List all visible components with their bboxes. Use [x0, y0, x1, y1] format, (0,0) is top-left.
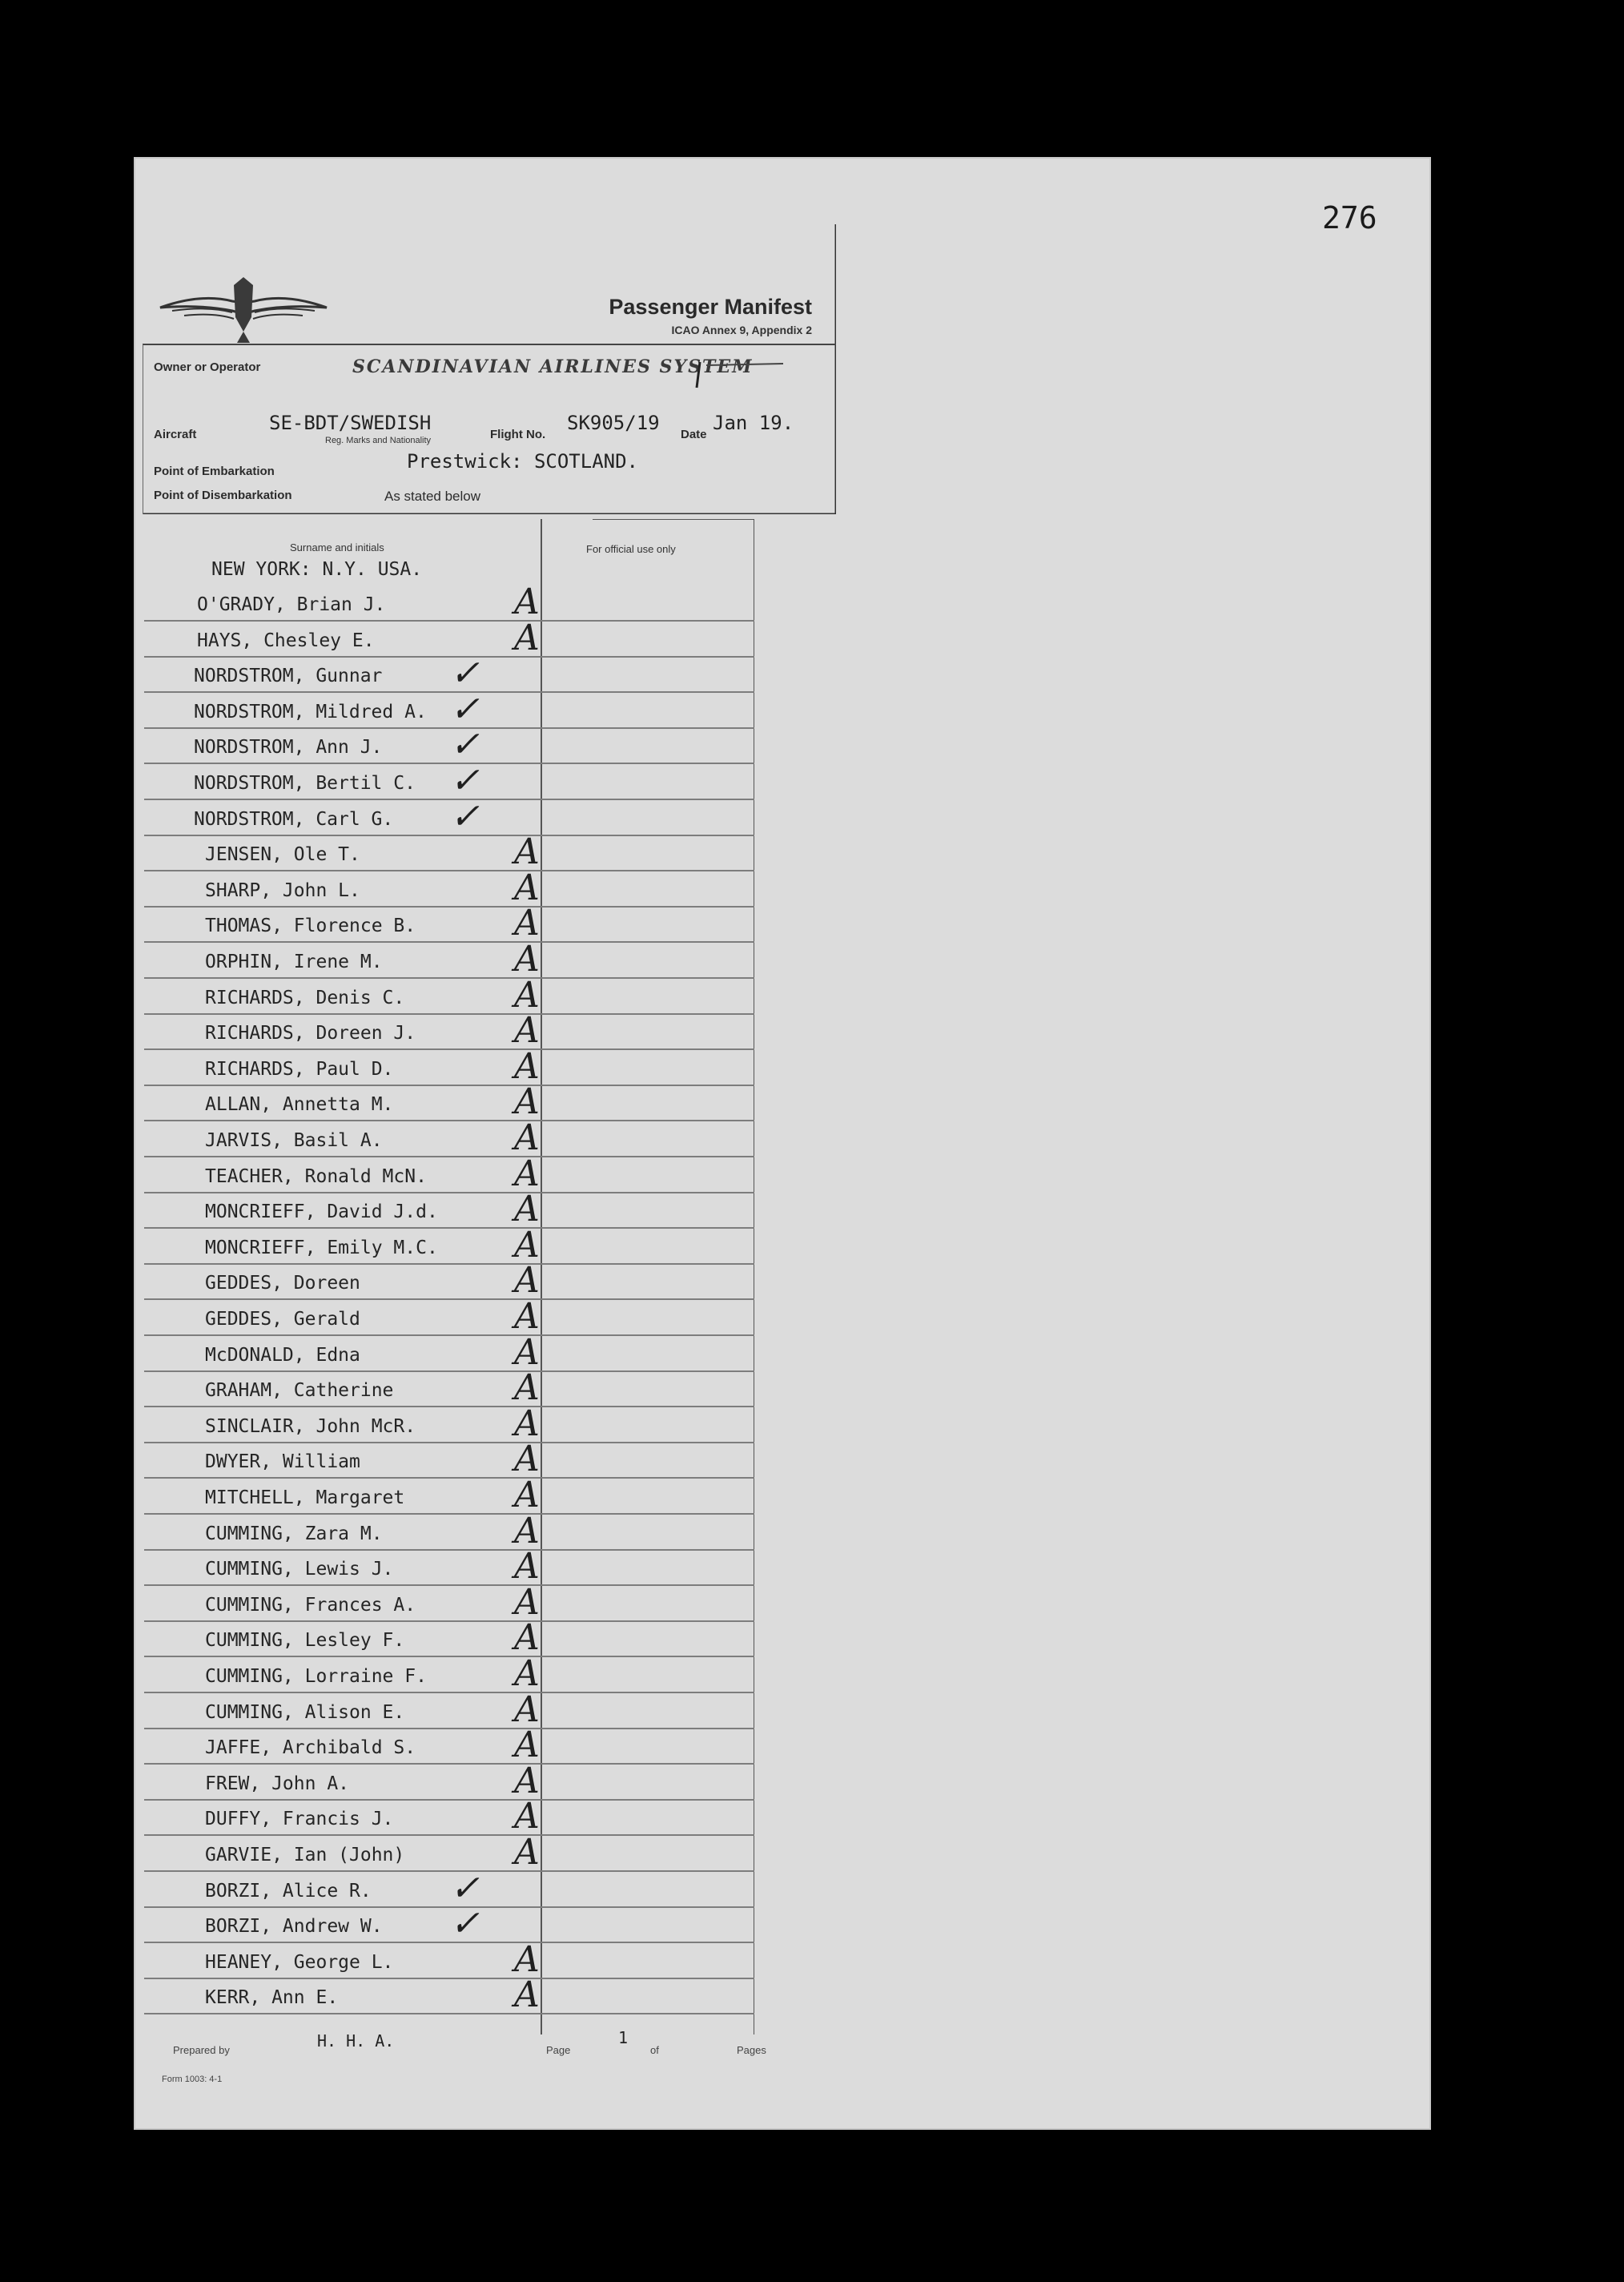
- official-use-column-header: For official use only: [586, 543, 676, 555]
- row-rule: [144, 1013, 754, 1015]
- flight-value: SK905/19: [567, 412, 660, 434]
- official-use-mark: ✓: [450, 688, 480, 730]
- row-rule: [144, 1513, 754, 1515]
- table-row: [144, 1688, 754, 1730]
- table-row: [144, 1296, 754, 1337]
- official-use-mark: A: [514, 1153, 540, 1194]
- passenger-name: GARVIE, Ian (John): [205, 1845, 405, 1865]
- passenger-name: NORDSTROM, Bertil C.: [194, 773, 416, 794]
- table-row: [144, 760, 754, 801]
- embarkation-value: Prestwick: SCOTLAND.: [407, 450, 638, 473]
- table-row: [144, 1867, 754, 1909]
- table-row: [144, 1725, 754, 1766]
- row-rule: [144, 1227, 754, 1229]
- official-use-mark: A: [514, 617, 540, 658]
- official-use-mark: A: [514, 1796, 540, 1837]
- row-rule: [144, 1942, 754, 1943]
- row-rule: [144, 1906, 754, 1908]
- row-rule: [144, 1763, 754, 1765]
- row-rule: [144, 1085, 754, 1086]
- row-rule: [144, 1048, 754, 1050]
- handwritten-mark-icon: [695, 359, 791, 391]
- passenger-name: BORZI, Alice R.: [205, 1880, 372, 1902]
- row-rule: [144, 1442, 754, 1443]
- official-use-mark: A: [514, 582, 540, 622]
- table-row: [144, 1081, 754, 1123]
- table-row: [144, 1974, 754, 2016]
- table-row: [144, 1832, 754, 1873]
- destination-heading: NEW YORK: N.Y. USA.: [211, 559, 423, 580]
- table-row: [144, 653, 754, 694]
- official-use-mark: A: [514, 903, 540, 944]
- passenger-name: GEDDES, Gerald: [205, 1309, 360, 1330]
- official-use-mark: A: [514, 1725, 540, 1766]
- table-row: [144, 1367, 754, 1409]
- table-row: [144, 1331, 754, 1373]
- page-label: Page: [546, 2044, 571, 2056]
- passenger-name: O'GRADY, Brian J.: [197, 594, 386, 615]
- row-rule: [144, 1192, 754, 1193]
- aircraft-label: Aircraft: [154, 428, 197, 441]
- airline-logo-icon: [152, 269, 335, 349]
- row-rule: [144, 1406, 754, 1407]
- table-row: [144, 1439, 754, 1480]
- row-rule: [144, 620, 754, 622]
- manifest-title: Passenger Manifest: [609, 295, 812, 319]
- official-use-mark: A: [514, 1760, 540, 1801]
- row-rule: [144, 1620, 754, 1622]
- table-row: [144, 688, 754, 730]
- official-use-mark: ✓: [450, 760, 480, 801]
- manifest-subtitle: ICAO Annex 9, Appendix 2: [671, 324, 812, 336]
- official-use-mark: A: [514, 1653, 540, 1694]
- passenger-name: NORDSTROM, Ann J.: [194, 737, 383, 759]
- table-row: [144, 1903, 754, 1945]
- passenger-name: BORZI, Andrew W.: [205, 1916, 383, 1938]
- table-row: [144, 939, 754, 980]
- row-rule: [144, 1120, 754, 1121]
- row-rule: [144, 835, 754, 836]
- owner-label: Owner or Operator: [154, 360, 261, 374]
- official-use-mark: A: [514, 1367, 540, 1409]
- table-row: [144, 1189, 754, 1230]
- passenger-table: [144, 519, 754, 2034]
- official-use-mark: ✓: [450, 1867, 480, 1909]
- row-rule: [144, 763, 754, 764]
- table-row: [144, 1653, 754, 1694]
- passenger-name: RICHARDS, Denis C.: [205, 987, 405, 1008]
- official-use-mark: A: [514, 1832, 540, 1873]
- passenger-name: NORDSTROM, Mildred A.: [194, 701, 427, 722]
- passenger-name: DWYER, William: [205, 1451, 360, 1473]
- official-use-mark: A: [514, 1260, 540, 1302]
- form-code: Form 1003: 4-1: [162, 2075, 223, 2084]
- official-use-mark: ✓: [450, 724, 480, 766]
- official-use-mark: A: [514, 1475, 540, 1515]
- prepared-by-label: Prepared by: [173, 2044, 230, 2056]
- official-use-mark: A: [514, 1617, 540, 1659]
- row-rule: [144, 1728, 754, 1729]
- row-rule: [144, 870, 754, 871]
- official-use-mark: A: [514, 1081, 540, 1123]
- table-row: [144, 1546, 754, 1588]
- table-row: [144, 1581, 754, 1623]
- of-label: of: [650, 2044, 659, 2056]
- passenger-name: MONCRIEFF, David J.d.: [205, 1201, 438, 1223]
- passenger-name: DUFFY, Francis J.: [205, 1809, 394, 1830]
- row-rule: [144, 1477, 754, 1479]
- passenger-name: McDONALD, Edna: [205, 1344, 360, 1366]
- passenger-name: CUMMING, Lewis J.: [205, 1559, 394, 1580]
- official-use-mark: A: [514, 1296, 540, 1337]
- passenger-name: HEANEY, George L.: [205, 1951, 394, 1973]
- row-rule: [144, 1298, 754, 1300]
- row-rule: [144, 1799, 754, 1801]
- passenger-name: HAYS, Chesley E.: [197, 630, 375, 651]
- surname-column-header: Surname and initials: [290, 541, 384, 553]
- passenger-name: KERR, Ann E.: [205, 1987, 339, 2009]
- official-use-mark: ✓: [450, 1903, 480, 1945]
- row-rule: [144, 1584, 754, 1586]
- official-use-mark: A: [514, 1510, 540, 1552]
- disembarkation-value: As stated below: [384, 489, 481, 504]
- official-use-mark: ✓: [450, 795, 480, 837]
- passenger-name: SINCLAIR, John McR.: [205, 1415, 416, 1437]
- table-row: [144, 617, 754, 658]
- table-row: [144, 1938, 754, 1980]
- official-use-mark: A: [514, 831, 540, 873]
- official-use-mark: A: [514, 1581, 540, 1623]
- table-row: [144, 1117, 754, 1158]
- official-use-mark: A: [514, 1403, 540, 1444]
- row-rule: [144, 1978, 754, 1979]
- prepared-by-value: H. H. A.: [317, 2031, 395, 2051]
- passenger-name: JARVIS, Basil A.: [205, 1130, 383, 1151]
- table-row: [144, 974, 754, 1016]
- passenger-name: RICHARDS, Paul D.: [205, 1058, 394, 1080]
- official-use-mark: A: [514, 1974, 540, 2016]
- row-rule: [144, 727, 754, 729]
- official-use-mark: A: [514, 1224, 540, 1266]
- passenger-name: TEACHER, Ronald McN.: [205, 1165, 427, 1187]
- passenger-name: CUMMING, Lesley F.: [205, 1630, 405, 1652]
- passenger-name: JAFFE, Archibald S.: [205, 1737, 416, 1759]
- table-row: [144, 1260, 754, 1302]
- official-use-mark: A: [514, 1546, 540, 1588]
- row-rule: [144, 799, 754, 800]
- page-value: 1: [618, 2028, 629, 2047]
- owner-value: SCANDINAVIAN AIRLINES SYSTEM: [352, 356, 754, 377]
- row-rule: [144, 906, 754, 908]
- passenger-name: SHARP, John L.: [205, 879, 360, 901]
- table-row: [144, 867, 754, 908]
- official-use-mark: A: [514, 1010, 540, 1052]
- row-rule: [144, 941, 754, 943]
- table-row: [144, 1045, 754, 1087]
- date-label: Date: [681, 428, 707, 441]
- official-use-mark: A: [514, 974, 540, 1016]
- flight-label: Flight No.: [490, 428, 546, 441]
- pages-label: Pages: [737, 2044, 766, 2056]
- embarkation-label: Point of Embarkation: [154, 465, 275, 478]
- row-rule: [144, 1263, 754, 1265]
- table-row: [144, 1510, 754, 1552]
- passenger-name: JENSEN, Ole T.: [205, 844, 360, 866]
- table-row: [144, 795, 754, 837]
- official-use-mark: A: [514, 1439, 540, 1480]
- official-use-mark: A: [514, 1688, 540, 1730]
- table-row: [144, 1010, 754, 1052]
- passenger-name: THOMAS, Florence B.: [205, 916, 416, 937]
- passenger-name: NORDSTROM, Carl G.: [194, 808, 394, 830]
- table-row: [144, 1796, 754, 1837]
- passenger-name: NORDSTROM, Gunnar: [194, 666, 383, 687]
- table-row: [144, 831, 754, 873]
- table-row: [144, 903, 754, 944]
- row-rule: [144, 656, 754, 658]
- row-rule: [144, 2013, 754, 2014]
- table-row: [144, 1403, 754, 1444]
- official-use-mark: A: [514, 867, 540, 908]
- table-row: [144, 1617, 754, 1659]
- row-rule: [144, 1370, 754, 1372]
- table-row: [144, 724, 754, 766]
- row-rule: [144, 1870, 754, 1872]
- row-rule: [144, 691, 754, 693]
- date-value: Jan 19.: [713, 412, 794, 434]
- row-rule: [144, 1156, 754, 1157]
- page-number: 276: [1322, 200, 1377, 235]
- passenger-name: ORPHIN, Irene M.: [205, 952, 383, 972]
- table-row: [144, 1224, 754, 1266]
- row-rule: [144, 977, 754, 979]
- official-use-mark: ✓: [450, 653, 480, 694]
- table-row: [144, 1153, 754, 1194]
- row-rule: [144, 1334, 754, 1336]
- passenger-name: CUMMING, Frances A.: [205, 1594, 416, 1616]
- passenger-name: CUMMING, Lorraine F.: [205, 1666, 427, 1687]
- passenger-name: CUMMING, Alison E.: [205, 1701, 405, 1723]
- disembarkation-label: Point of Disembarkation: [154, 489, 292, 502]
- table-row: [144, 582, 754, 622]
- table-row: [144, 1760, 754, 1801]
- aircraft-value: SE-BDT/SWEDISH: [269, 412, 432, 434]
- row-rule: [144, 1692, 754, 1693]
- official-use-mark: A: [514, 1331, 540, 1373]
- passenger-name: GRAHAM, Catherine: [205, 1380, 394, 1402]
- row-rule: [144, 1656, 754, 1657]
- passenger-name: FREW, John A.: [205, 1773, 350, 1794]
- passenger-name: RICHARDS, Doreen J.: [205, 1023, 416, 1044]
- passenger-name: CUMMING, Zara M.: [205, 1523, 383, 1544]
- official-use-mark: A: [514, 1117, 540, 1158]
- official-use-mark: A: [514, 1938, 540, 1980]
- official-use-mark: A: [514, 939, 540, 980]
- official-use-mark: A: [514, 1189, 540, 1230]
- manifest-header: [143, 224, 836, 514]
- passenger-name: ALLAN, Annetta M.: [205, 1094, 394, 1116]
- official-use-mark: A: [514, 1045, 540, 1087]
- table-row: [144, 1475, 754, 1515]
- passenger-name: GEDDES, Doreen: [205, 1273, 360, 1294]
- passenger-name: MONCRIEFF, Emily M.C.: [205, 1237, 438, 1258]
- row-rule: [144, 1549, 754, 1551]
- row-rule: [144, 1834, 754, 1836]
- passenger-name: MITCHELL, Margaret: [205, 1487, 405, 1508]
- reg-note: Reg. Marks and Nationality: [325, 436, 432, 445]
